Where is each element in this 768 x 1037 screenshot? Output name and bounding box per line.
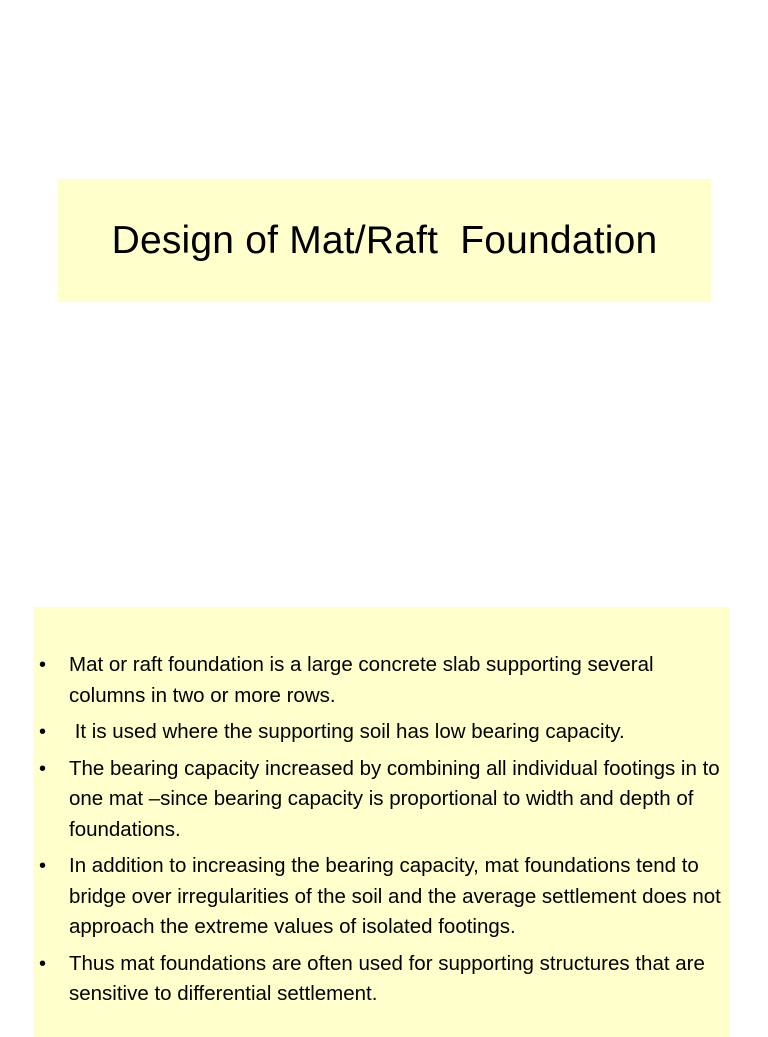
bullet-dot-icon: • — [39, 952, 47, 975]
bullet-list — [33, 650, 730, 1016]
bullet-text: Mat or raft foundation is a large concrete slab supporting several columns in two or more rows. — [69, 653, 660, 707]
bullet-text: Thus mat foundations are often used for supporting structures that are sensitive to differential settlement. — [69, 951, 711, 1005]
bullet-dot-icon: • — [39, 721, 47, 743]
bullet-dot-icon: • — [39, 654, 47, 676]
bullet-text: In addition to increasing the bearing capacity, mat foundations tend to bridge over irregularities of the soil and the average settlement does not approach the extreme values of isolated footings. — [69, 854, 727, 938]
title-box — [58, 179, 711, 302]
bullets-box — [33, 607, 730, 1037]
slide-title: Design of Mat/Raft Foundation — [111, 218, 658, 262]
bullet-item — [33, 717, 730, 748]
bullet-dot-icon: • — [39, 757, 47, 780]
bullet-item — [33, 851, 730, 943]
bullet-dot-icon: • — [39, 855, 47, 877]
bullet-item — [33, 650, 730, 711]
bullet-text: It is used where the supporting soil has low bearing capacity. — [69, 720, 625, 743]
bullet-item — [33, 754, 730, 846]
bullet-item — [33, 949, 730, 1010]
bullet-text: The bearing capacity increased by combining all individual footings in to one mat –since bearing capacity is proportional to width and depth of foundations. — [69, 756, 726, 841]
